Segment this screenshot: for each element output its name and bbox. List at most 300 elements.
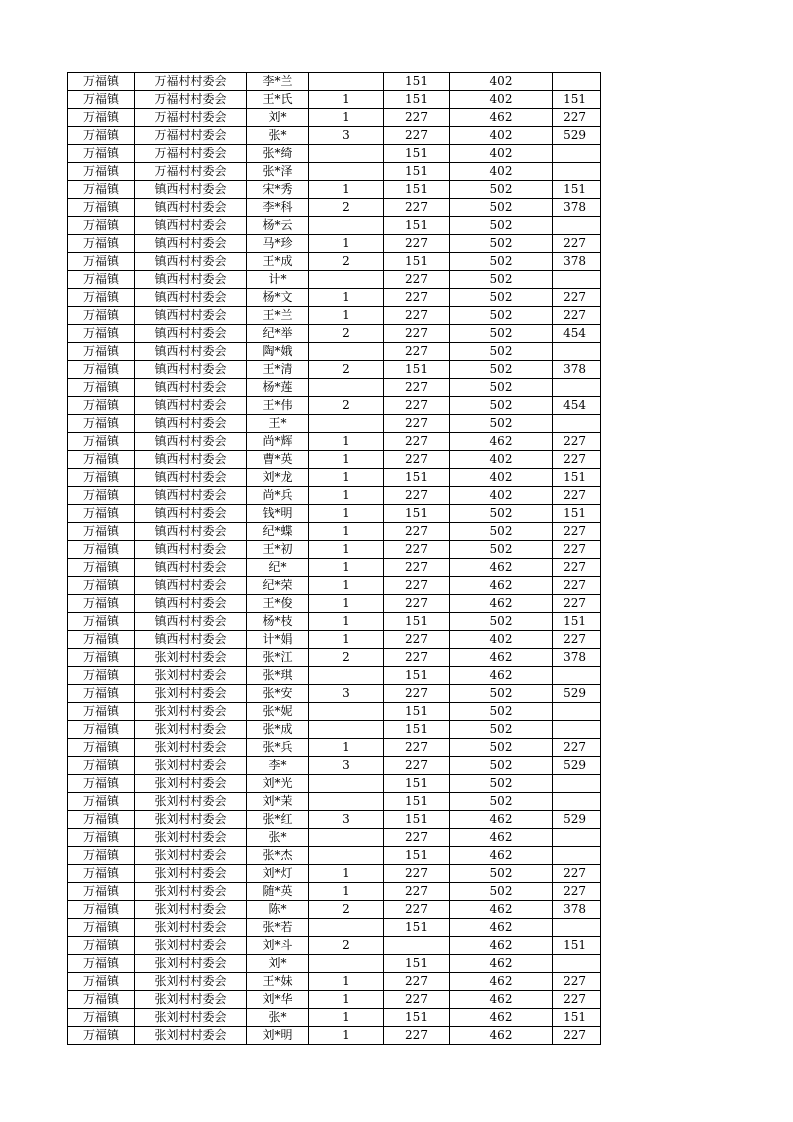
data-table — [67, 72, 601, 1045]
name-cell: 纪*荣 — [247, 577, 309, 595]
amount-cell: 227 — [553, 739, 601, 757]
village-cell: 镇西村村委会 — [135, 271, 247, 289]
amount-cell: 227 — [553, 973, 601, 991]
name-cell: 王*氏 — [247, 91, 309, 109]
value-a-cell: 227 — [384, 1027, 450, 1045]
amount-cell: 151 — [553, 613, 601, 631]
count-cell: 3 — [309, 127, 384, 145]
amount-cell: 227 — [553, 1027, 601, 1045]
table-row — [68, 1027, 601, 1045]
amount-cell: 227 — [553, 289, 601, 307]
table-row — [68, 613, 601, 631]
village-cell: 张刘村村委会 — [135, 1009, 247, 1027]
town-cell: 万福镇 — [68, 199, 135, 217]
value-b-cell: 502 — [450, 289, 553, 307]
value-b-cell: 462 — [450, 577, 553, 595]
value-a-cell: 151 — [384, 955, 450, 973]
town-cell: 万福镇 — [68, 739, 135, 757]
amount-cell: 529 — [553, 685, 601, 703]
value-a-cell: 151 — [384, 181, 450, 199]
count-cell: 2 — [309, 901, 384, 919]
table-row — [68, 235, 601, 253]
town-cell: 万福镇 — [68, 379, 135, 397]
count-cell: 1 — [309, 973, 384, 991]
table-row — [68, 919, 601, 937]
name-cell: 张*兵 — [247, 739, 309, 757]
amount-cell: 151 — [553, 91, 601, 109]
amount-cell — [553, 217, 601, 235]
value-b-cell: 502 — [450, 541, 553, 559]
town-cell: 万福镇 — [68, 595, 135, 613]
amount-cell: 227 — [553, 451, 601, 469]
amount-cell: 227 — [553, 865, 601, 883]
amount-cell: 227 — [553, 883, 601, 901]
town-cell: 万福镇 — [68, 487, 135, 505]
table-row — [68, 433, 601, 451]
count-cell: 1 — [309, 289, 384, 307]
value-a-cell: 151 — [384, 163, 450, 181]
village-cell: 镇西村村委会 — [135, 631, 247, 649]
value-b-cell: 402 — [450, 163, 553, 181]
table-row — [68, 271, 601, 289]
value-a-cell: 227 — [384, 901, 450, 919]
village-cell: 镇西村村委会 — [135, 595, 247, 613]
amount-cell: 454 — [553, 397, 601, 415]
amount-cell: 151 — [553, 469, 601, 487]
table-row — [68, 883, 601, 901]
village-cell: 镇西村村委会 — [135, 325, 247, 343]
amount-cell: 227 — [553, 559, 601, 577]
town-cell: 万福镇 — [68, 145, 135, 163]
table-row — [68, 685, 601, 703]
village-cell: 张刘村村委会 — [135, 757, 247, 775]
name-cell: 张*妮 — [247, 703, 309, 721]
town-cell: 万福镇 — [68, 559, 135, 577]
table-row — [68, 253, 601, 271]
value-b-cell: 502 — [450, 253, 553, 271]
table-row — [68, 523, 601, 541]
town-cell: 万福镇 — [68, 235, 135, 253]
town-cell: 万福镇 — [68, 667, 135, 685]
amount-cell: 378 — [553, 199, 601, 217]
amount-cell: 378 — [553, 361, 601, 379]
town-cell: 万福镇 — [68, 847, 135, 865]
value-b-cell: 502 — [450, 343, 553, 361]
table-row — [68, 217, 601, 235]
table-row — [68, 469, 601, 487]
table-row — [68, 667, 601, 685]
town-cell: 万福镇 — [68, 163, 135, 181]
count-cell: 3 — [309, 757, 384, 775]
value-a-cell: 151 — [384, 793, 450, 811]
table-row — [68, 973, 601, 991]
value-a-cell: 227 — [384, 379, 450, 397]
count-cell: 1 — [309, 487, 384, 505]
amount-cell: 151 — [553, 937, 601, 955]
count-cell: 1 — [309, 469, 384, 487]
village-cell: 张刘村村委会 — [135, 793, 247, 811]
table-row — [68, 775, 601, 793]
value-a-cell: 151 — [384, 775, 450, 793]
village-cell: 张刘村村委会 — [135, 955, 247, 973]
amount-cell: 227 — [553, 235, 601, 253]
village-cell: 镇西村村委会 — [135, 289, 247, 307]
name-cell: 宋*秀 — [247, 181, 309, 199]
amount-cell — [553, 847, 601, 865]
value-a-cell — [384, 937, 450, 955]
name-cell: 随*英 — [247, 883, 309, 901]
amount-cell — [553, 271, 601, 289]
table-row — [68, 91, 601, 109]
town-cell: 万福镇 — [68, 757, 135, 775]
count-cell — [309, 217, 384, 235]
name-cell: 李*科 — [247, 199, 309, 217]
town-cell: 万福镇 — [68, 325, 135, 343]
count-cell — [309, 775, 384, 793]
value-b-cell: 462 — [450, 649, 553, 667]
value-a-cell: 227 — [384, 523, 450, 541]
count-cell: 1 — [309, 865, 384, 883]
value-b-cell: 462 — [450, 991, 553, 1009]
value-b-cell: 462 — [450, 433, 553, 451]
village-cell: 镇西村村委会 — [135, 199, 247, 217]
value-a-cell: 151 — [384, 811, 450, 829]
town-cell: 万福镇 — [68, 523, 135, 541]
name-cell: 刘*华 — [247, 991, 309, 1009]
village-cell: 万福村村委会 — [135, 127, 247, 145]
table-row — [68, 451, 601, 469]
village-cell: 镇西村村委会 — [135, 505, 247, 523]
name-cell: 马*珍 — [247, 235, 309, 253]
town-cell: 万福镇 — [68, 253, 135, 271]
town-cell: 万福镇 — [68, 793, 135, 811]
town-cell: 万福镇 — [68, 307, 135, 325]
table-row — [68, 703, 601, 721]
village-cell: 万福村村委会 — [135, 91, 247, 109]
value-a-cell: 227 — [384, 289, 450, 307]
village-cell: 张刘村村委会 — [135, 937, 247, 955]
value-a-cell: 227 — [384, 865, 450, 883]
town-cell: 万福镇 — [68, 1009, 135, 1027]
name-cell: 尚*兵 — [247, 487, 309, 505]
village-cell: 万福村村委会 — [135, 145, 247, 163]
value-b-cell: 502 — [450, 703, 553, 721]
table-row — [68, 145, 601, 163]
amount-cell: 227 — [553, 523, 601, 541]
name-cell: 张* — [247, 829, 309, 847]
count-cell: 1 — [309, 559, 384, 577]
name-cell: 纪* — [247, 559, 309, 577]
count-cell — [309, 145, 384, 163]
town-cell: 万福镇 — [68, 775, 135, 793]
town-cell: 万福镇 — [68, 217, 135, 235]
table-row — [68, 847, 601, 865]
count-cell: 1 — [309, 991, 384, 1009]
amount-cell — [553, 145, 601, 163]
name-cell: 张*红 — [247, 811, 309, 829]
value-a-cell: 227 — [384, 487, 450, 505]
amount-cell: 151 — [553, 1009, 601, 1027]
name-cell: 张*绮 — [247, 145, 309, 163]
value-b-cell: 502 — [450, 883, 553, 901]
town-cell: 万福镇 — [68, 649, 135, 667]
amount-cell: 378 — [553, 901, 601, 919]
count-cell: 2 — [309, 937, 384, 955]
amount-cell: 227 — [553, 595, 601, 613]
value-b-cell: 502 — [450, 775, 553, 793]
village-cell: 镇西村村委会 — [135, 433, 247, 451]
count-cell: 1 — [309, 595, 384, 613]
value-b-cell: 502 — [450, 397, 553, 415]
village-cell: 张刘村村委会 — [135, 991, 247, 1009]
count-cell: 1 — [309, 631, 384, 649]
name-cell: 王*初 — [247, 541, 309, 559]
table-row — [68, 415, 601, 433]
value-a-cell: 227 — [384, 973, 450, 991]
value-a-cell: 227 — [384, 271, 450, 289]
village-cell: 镇西村村委会 — [135, 379, 247, 397]
village-cell: 张刘村村委会 — [135, 703, 247, 721]
value-b-cell: 462 — [450, 955, 553, 973]
name-cell: 曹*英 — [247, 451, 309, 469]
name-cell: 纪*蝶 — [247, 523, 309, 541]
town-cell: 万福镇 — [68, 613, 135, 631]
name-cell: 钱*明 — [247, 505, 309, 523]
name-cell: 张*江 — [247, 649, 309, 667]
value-b-cell: 462 — [450, 901, 553, 919]
amount-cell: 227 — [553, 433, 601, 451]
count-cell — [309, 703, 384, 721]
value-a-cell: 151 — [384, 919, 450, 937]
count-cell: 1 — [309, 181, 384, 199]
village-cell: 张刘村村委会 — [135, 811, 247, 829]
value-a-cell: 227 — [384, 235, 450, 253]
table-row — [68, 379, 601, 397]
name-cell: 杨*枝 — [247, 613, 309, 631]
count-cell: 2 — [309, 361, 384, 379]
table-row — [68, 307, 601, 325]
value-b-cell: 502 — [450, 199, 553, 217]
amount-cell: 227 — [553, 631, 601, 649]
village-cell: 镇西村村委会 — [135, 253, 247, 271]
table-row — [68, 541, 601, 559]
count-cell — [309, 73, 384, 91]
value-a-cell: 151 — [384, 505, 450, 523]
value-b-cell: 502 — [450, 685, 553, 703]
value-a-cell: 227 — [384, 829, 450, 847]
name-cell: 王*伟 — [247, 397, 309, 415]
town-cell: 万福镇 — [68, 937, 135, 955]
table-row — [68, 631, 601, 649]
village-cell: 镇西村村委会 — [135, 487, 247, 505]
value-b-cell: 462 — [450, 1027, 553, 1045]
count-cell: 1 — [309, 91, 384, 109]
value-a-cell: 151 — [384, 469, 450, 487]
amount-cell: 227 — [553, 109, 601, 127]
table-row — [68, 505, 601, 523]
table-row — [68, 793, 601, 811]
amount-cell — [553, 343, 601, 361]
name-cell: 王*成 — [247, 253, 309, 271]
value-b-cell: 462 — [450, 847, 553, 865]
value-b-cell: 462 — [450, 667, 553, 685]
amount-cell — [553, 919, 601, 937]
value-a-cell: 227 — [384, 307, 450, 325]
name-cell: 王* — [247, 415, 309, 433]
table-row — [68, 487, 601, 505]
name-cell: 张* — [247, 127, 309, 145]
name-cell: 计*娟 — [247, 631, 309, 649]
count-cell — [309, 919, 384, 937]
village-cell: 镇西村村委会 — [135, 415, 247, 433]
count-cell: 2 — [309, 397, 384, 415]
village-cell: 万福村村委会 — [135, 73, 247, 91]
village-cell: 镇西村村委会 — [135, 451, 247, 469]
value-a-cell: 151 — [384, 253, 450, 271]
table-row — [68, 343, 601, 361]
village-cell: 张刘村村委会 — [135, 901, 247, 919]
table-row — [68, 937, 601, 955]
value-a-cell: 227 — [384, 649, 450, 667]
count-cell: 2 — [309, 253, 384, 271]
town-cell: 万福镇 — [68, 883, 135, 901]
value-a-cell: 227 — [384, 415, 450, 433]
value-b-cell: 462 — [450, 829, 553, 847]
count-cell — [309, 955, 384, 973]
value-b-cell: 502 — [450, 613, 553, 631]
count-cell: 1 — [309, 739, 384, 757]
value-b-cell: 462 — [450, 937, 553, 955]
value-b-cell: 502 — [450, 523, 553, 541]
village-cell: 张刘村村委会 — [135, 775, 247, 793]
village-cell: 张刘村村委会 — [135, 973, 247, 991]
value-b-cell: 462 — [450, 973, 553, 991]
table-row — [68, 739, 601, 757]
town-cell: 万福镇 — [68, 685, 135, 703]
name-cell: 李* — [247, 757, 309, 775]
village-cell: 镇西村村委会 — [135, 181, 247, 199]
amount-cell: 151 — [553, 505, 601, 523]
name-cell: 张*泽 — [247, 163, 309, 181]
value-b-cell: 402 — [450, 469, 553, 487]
amount-cell — [553, 73, 601, 91]
village-cell: 张刘村村委会 — [135, 919, 247, 937]
village-cell: 张刘村村委会 — [135, 865, 247, 883]
amount-cell — [553, 703, 601, 721]
town-cell: 万福镇 — [68, 433, 135, 451]
town-cell: 万福镇 — [68, 361, 135, 379]
table-row — [68, 325, 601, 343]
count-cell: 1 — [309, 505, 384, 523]
table-row — [68, 559, 601, 577]
name-cell: 张*杰 — [247, 847, 309, 865]
town-cell: 万福镇 — [68, 127, 135, 145]
count-cell — [309, 163, 384, 181]
value-b-cell: 402 — [450, 451, 553, 469]
town-cell: 万福镇 — [68, 991, 135, 1009]
village-cell: 张刘村村委会 — [135, 649, 247, 667]
table-row — [68, 1009, 601, 1027]
town-cell: 万福镇 — [68, 541, 135, 559]
count-cell: 3 — [309, 685, 384, 703]
value-b-cell: 502 — [450, 307, 553, 325]
table-row — [68, 127, 601, 145]
table-row — [68, 73, 601, 91]
amount-cell — [553, 379, 601, 397]
value-a-cell: 227 — [384, 433, 450, 451]
amount-cell: 227 — [553, 577, 601, 595]
value-a-cell: 227 — [384, 343, 450, 361]
count-cell — [309, 415, 384, 433]
town-cell: 万福镇 — [68, 397, 135, 415]
value-a-cell: 227 — [384, 109, 450, 127]
value-b-cell: 502 — [450, 325, 553, 343]
table-row — [68, 757, 601, 775]
name-cell: 刘*明 — [247, 1027, 309, 1045]
value-a-cell: 227 — [384, 325, 450, 343]
value-b-cell: 402 — [450, 127, 553, 145]
value-b-cell: 502 — [450, 793, 553, 811]
village-cell: 镇西村村委会 — [135, 559, 247, 577]
village-cell: 镇西村村委会 — [135, 577, 247, 595]
town-cell: 万福镇 — [68, 415, 135, 433]
village-cell: 张刘村村委会 — [135, 667, 247, 685]
count-cell — [309, 829, 384, 847]
count-cell: 1 — [309, 433, 384, 451]
count-cell: 2 — [309, 199, 384, 217]
amount-cell — [553, 793, 601, 811]
name-cell: 杨*云 — [247, 217, 309, 235]
town-cell: 万福镇 — [68, 631, 135, 649]
value-b-cell: 462 — [450, 559, 553, 577]
value-a-cell: 227 — [384, 595, 450, 613]
value-a-cell: 227 — [384, 199, 450, 217]
name-cell: 张*若 — [247, 919, 309, 937]
table-row — [68, 649, 601, 667]
value-a-cell: 227 — [384, 577, 450, 595]
value-b-cell: 502 — [450, 271, 553, 289]
table-row — [68, 397, 601, 415]
count-cell: 1 — [309, 541, 384, 559]
table-row — [68, 991, 601, 1009]
count-cell: 2 — [309, 325, 384, 343]
amount-cell: 227 — [553, 541, 601, 559]
amount-cell — [553, 163, 601, 181]
value-a-cell: 151 — [384, 1009, 450, 1027]
value-a-cell: 151 — [384, 847, 450, 865]
table-row — [68, 901, 601, 919]
table-row — [68, 865, 601, 883]
village-cell: 镇西村村委会 — [135, 523, 247, 541]
count-cell — [309, 271, 384, 289]
value-b-cell: 502 — [450, 739, 553, 757]
value-b-cell: 502 — [450, 865, 553, 883]
value-b-cell: 502 — [450, 181, 553, 199]
value-a-cell: 151 — [384, 667, 450, 685]
amount-cell: 378 — [553, 649, 601, 667]
amount-cell — [553, 721, 601, 739]
value-b-cell: 502 — [450, 361, 553, 379]
value-b-cell: 502 — [450, 415, 553, 433]
name-cell: 张* — [247, 1009, 309, 1027]
table-row — [68, 361, 601, 379]
village-cell: 镇西村村委会 — [135, 613, 247, 631]
value-b-cell: 502 — [450, 757, 553, 775]
village-cell: 镇西村村委会 — [135, 217, 247, 235]
town-cell: 万福镇 — [68, 289, 135, 307]
name-cell: 王*兰 — [247, 307, 309, 325]
table-row — [68, 721, 601, 739]
